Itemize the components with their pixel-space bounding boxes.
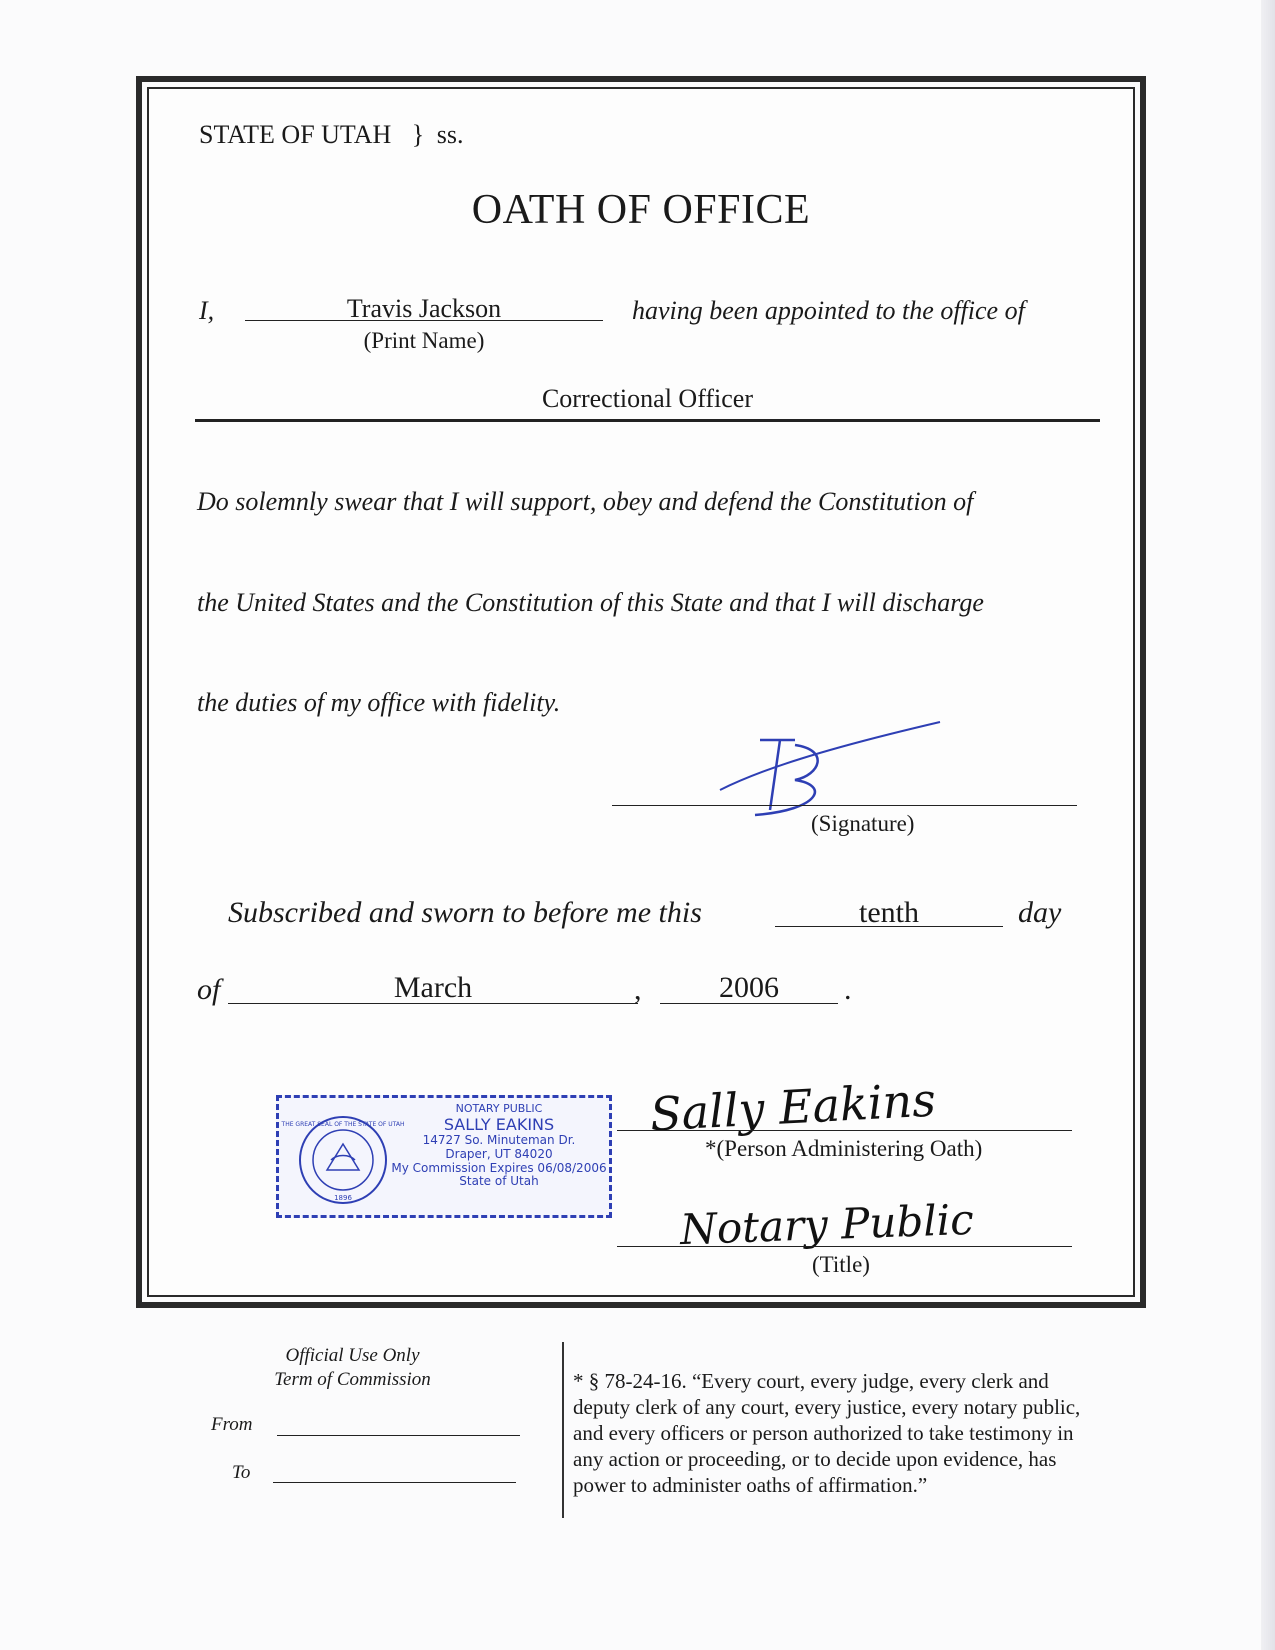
state-venue [199, 120, 464, 150]
day-underline [775, 926, 1003, 927]
title-underline [617, 1246, 1072, 1247]
appointed-text: having been appointed to the office of [632, 296, 1025, 325]
administrator-caption: *(Person Administering Oath) [705, 1136, 983, 1161]
signature-underline [612, 805, 1077, 806]
month-underline [228, 1003, 638, 1004]
statute-line-2: deputy clerk of any court, every justice, every notary public, [573, 1395, 1081, 1419]
stamp-name: SALLY EAKINS [443, 1114, 555, 1134]
office-value: Correctional Officer [541, 384, 754, 413]
month-value: March [393, 971, 473, 1004]
oath-text-line-3: the duties of my office with fidelity. [197, 688, 561, 717]
page-edge-shadow [1261, 0, 1275, 1650]
office-underline [195, 419, 1100, 422]
administrator-signature: Sally Eakins [648, 1072, 938, 1142]
statute-line-3: and every officers or person authorized to take testimony in [573, 1421, 1074, 1445]
venue-brace: } [411, 120, 425, 149]
state-seal-icon [281, 1114, 405, 1206]
statute-line-5: power to administer oaths of affirmation.” [573, 1473, 928, 1497]
page-title: OATH OF OFFICE [471, 187, 811, 233]
notary-stamp [276, 1095, 612, 1218]
name-underline [245, 320, 603, 321]
oath-text-line-2: the United States and the Constitution of this State and that I will discharge [197, 588, 984, 617]
to-label: To [232, 1462, 251, 1483]
name-caption: (Print Name) [363, 328, 485, 353]
day-label: day [1018, 896, 1062, 929]
statute-line-1: * § 78-24-16. “Every court, every judge, every clerk and [573, 1369, 1049, 1393]
year-period: . [844, 973, 852, 1006]
title-handwritten: Notary Public [679, 1194, 975, 1255]
administrator-underline [617, 1130, 1072, 1131]
statute-line-4: any action or proceeding, or to decide upon evidence, has [573, 1447, 1057, 1471]
seal-ring-text: THE GREAT SEAL OF THE STATE OF UTAH [281, 1121, 405, 1128]
day-value: tenth [859, 896, 919, 929]
i-label: I, [199, 296, 215, 325]
month-comma: , [634, 973, 642, 1006]
stamp-address-2: Draper, UT 84020 [445, 1146, 553, 1161]
stamp-address-1: 14727 So. Minuteman Dr. [422, 1133, 576, 1148]
subscribed-text: Subscribed and sworn to before me this [228, 896, 702, 929]
ss-label: ss. [436, 120, 464, 149]
section-divider [562, 1342, 564, 1518]
from-field[interactable] [277, 1435, 520, 1436]
year-value: 2006 [719, 971, 779, 1004]
state-label: STATE OF UTAH [199, 120, 392, 149]
stamp-commission: My Commission Expires 06/08/2006 [391, 1160, 607, 1175]
of-label: of [197, 973, 221, 1006]
to-field[interactable] [273, 1482, 516, 1483]
oath-text-line-1: Do solemnly swear that I will support, obey and defend the Constitution of [197, 487, 974, 516]
name-value: Travis Jackson [346, 294, 502, 323]
stamp-heading: NOTARY PUBLIC [455, 1102, 543, 1115]
signature-caption: (Signature) [811, 811, 915, 836]
title-caption: (Title) [812, 1252, 870, 1277]
year-underline [660, 1003, 838, 1004]
from-label: From [211, 1414, 253, 1435]
seal-year: 1896 [334, 1194, 352, 1202]
official-use-line-1: Official Use Only [285, 1345, 420, 1366]
statute-text [573, 1368, 1080, 1498]
official-use-line-2: Term of Commission [274, 1369, 431, 1390]
stamp-state: State of Utah [459, 1174, 539, 1189]
official-use-heading [240, 1344, 465, 1392]
